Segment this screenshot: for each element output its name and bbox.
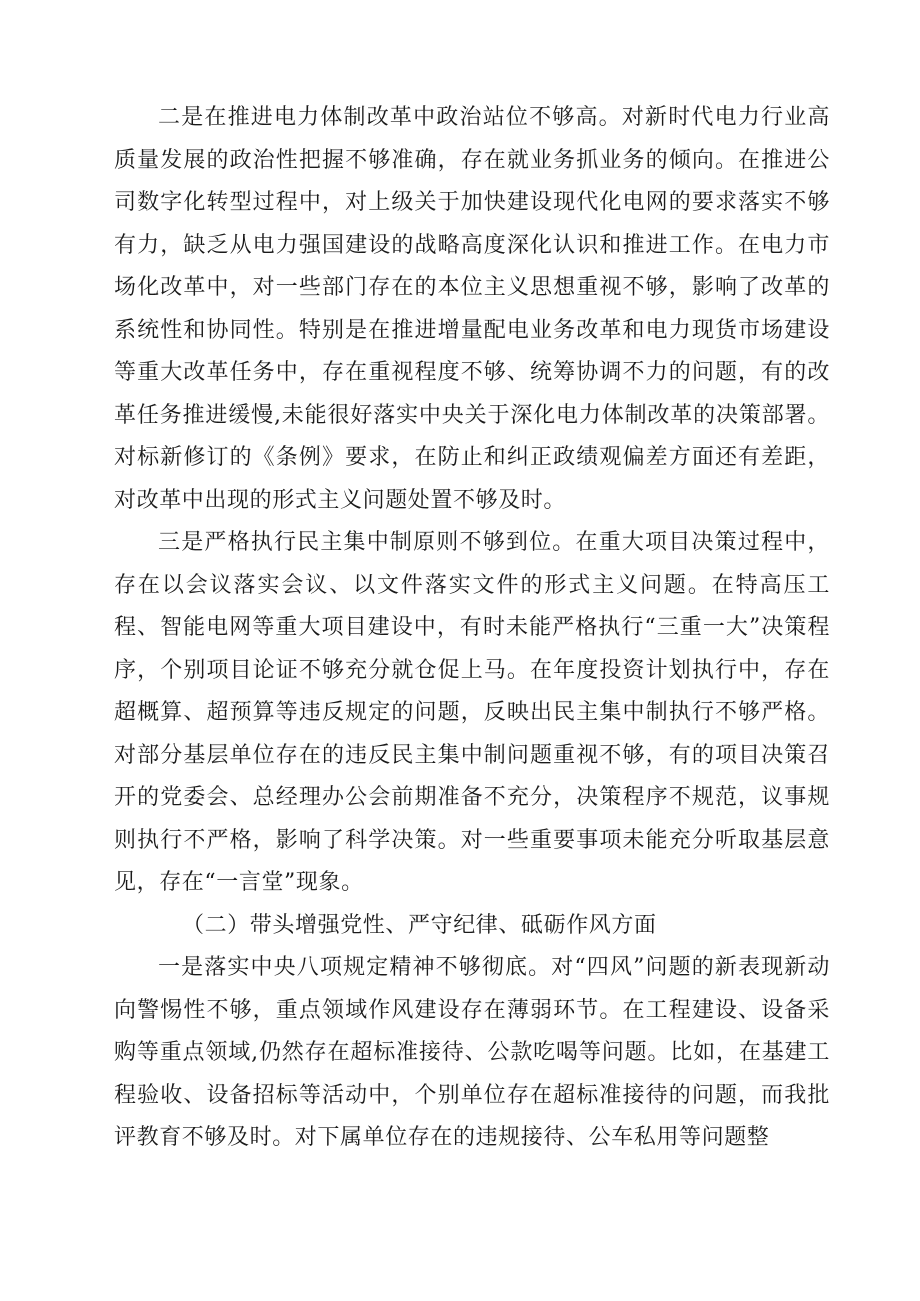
paragraph-democratic-centralism: 三是严格执行民主集中制原则不够到位。在重大项目决策过程中，存在以会议落实会议、以文件落实文件的形式主义问题。在特高压工程、智能电网等重大项目建设中，有时未能严格执行“三重一大”决策程序，个别项目论证不够充分就仓促上马。在年度投资计划执行中，存在超概算、超预算等违反规定的问题，反映出民主集中制执行不够严格。对部分基层单位存在的违反民主集中制问题重视不够，有的项目决策召开的党委会、总经理办公会前期准备不充分，决策程序不规范，议事规则执行不严格，影响了科学决策。对一些重要事项未能充分听取基层意见，存在“一言堂”现象。 xyxy=(114,530,830,895)
paragraph-political-stance: 二是在推进电力体制改革中政治站位不够高。对新时代电力行业高质量发展的政治性把握不够准确，存在就业务抓业务的倾向。在推进公司数字化转型过程中，对上级关于加快建设现代化电网的要求落实不够有力，缺乏从电力强国建设的战略高度深化认识和推进工作。在电力市场化改革中，对一些部门存在的本位主义思想重视不够，影响了改革的系统性和协同性。特别是在推进增量配电业务改革和电力现货市场建设等重大改革任务中，存在重视程度不够、统筹协调不力的问题，有的改革任务推进缓慢,未能很好落实中央关于深化电力体制改革的决策部署。对标新修订的《条例》要求，在防止和纠正政绩观偏差方面还有差距，对改革中出现的形式主义问题处置不够及时。 xyxy=(114,105,830,513)
section-heading: （二）带头增强党性、严守纪律、砥砺作风方面 xyxy=(182,912,657,938)
document-body xyxy=(114,97,830,1160)
paragraph-eight-rules: 一是落实中央八项规定精神不够彻底。对“四风”问题的新表现新动向警惕性不够，重点领域作风建设存在薄弱环节。在工程建设、设备采购等重点领域,仍然存在超标准接待、公款吃喝等问题。比如，在基建工程验收、设备招标等活动中，个别单位存在超标准接待的问题，而我批评教育不够及时。对下属单位存在的违规接待、公车私用等问题整 xyxy=(114,955,830,1150)
